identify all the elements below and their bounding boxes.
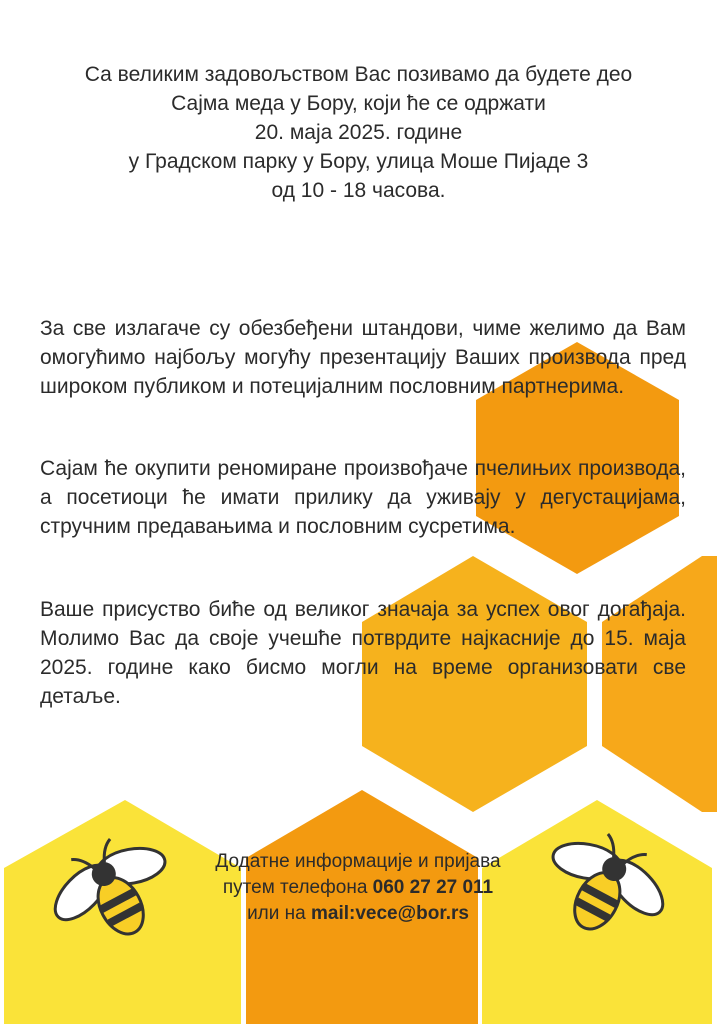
paragraph-confirmation: Ваше присуство биће од великог значаја за успех овог догађаја. Молимо Вас да своје учешће потврдите најкасније до 15. маја 2025. године како бисмо могли на време организовати све детаље.	[40, 598, 686, 708]
paragraph-stands: За све излагаче су обезбеђени штандови, чиме желимо да Вам омогућимо најбољу могућу презентацију Ваших производа пред широком публиком и потецијалним пословним партнерима.	[40, 317, 686, 398]
contact-info	[168, 849, 548, 927]
paragraph-fair: Сајам ће окупити реномиране произвођаче пчелињих производа, а посетиоци ће имати прилику да уживају у дегустацијама, стручним предавањима и пословним сусретима.	[40, 457, 686, 538]
bee-icon	[534, 830, 670, 948]
bee-icon	[48, 835, 184, 953]
phone-prefix: путем телефона	[222, 877, 373, 898]
email-link[interactable]: mail:vece@bor.rs	[311, 903, 469, 924]
intro-line: Сајма меда у Бору, који ће се одржати	[171, 92, 546, 115]
contact-line: Додатне информације и пријава	[215, 851, 501, 872]
contact-phone-line	[168, 875, 548, 901]
contact-email-line	[168, 901, 548, 927]
intro-line: у Градском парку у Бору, улица Моше Пијаде 3	[128, 150, 589, 173]
intro-line: Са великим задовољством Вас позивамо да будете део	[84, 63, 633, 86]
invitation-intro	[30, 60, 687, 205]
intro-line: од 10 - 18 часова.	[271, 179, 446, 202]
email-prefix: или на	[247, 903, 311, 924]
phone-number[interactable]: 060 27 27 011	[372, 877, 494, 898]
intro-line: 20. маја 2025. године	[254, 121, 463, 144]
